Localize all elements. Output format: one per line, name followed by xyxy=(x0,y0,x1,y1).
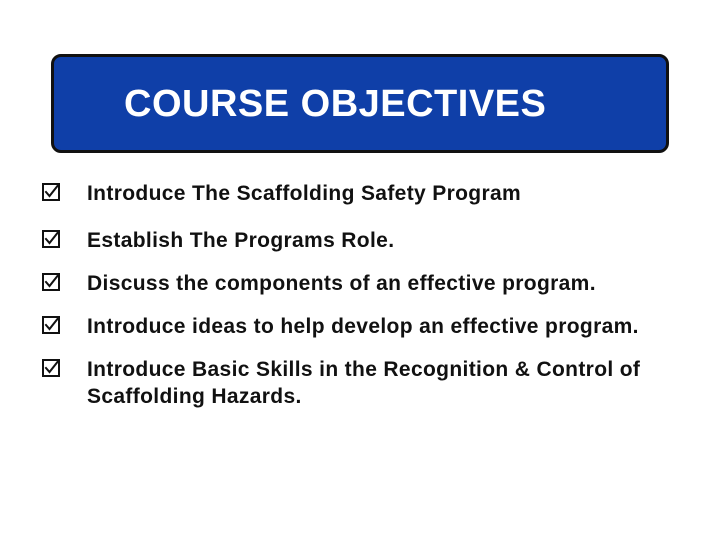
checked-box-icon xyxy=(42,273,60,291)
objective-text: Introduce Basic Skills in the Recognition & Control of Scaffolding Hazards. xyxy=(87,358,641,408)
title-banner xyxy=(51,54,669,153)
checked-box-icon xyxy=(42,359,60,377)
objective-text: Introduce ideas to help develop an effective program. xyxy=(87,315,639,338)
checked-box-icon xyxy=(42,183,60,201)
checked-box-icon xyxy=(42,316,60,334)
checked-box-icon xyxy=(42,230,60,248)
slide-title: COURSE OBJECTIVES xyxy=(124,83,547,125)
objective-text: Discuss the components of an effective program. xyxy=(87,272,596,295)
objective-text: Introduce The Scaffolding Safety Program xyxy=(87,182,522,205)
objective-text: Establish The Programs Role. xyxy=(87,229,395,252)
